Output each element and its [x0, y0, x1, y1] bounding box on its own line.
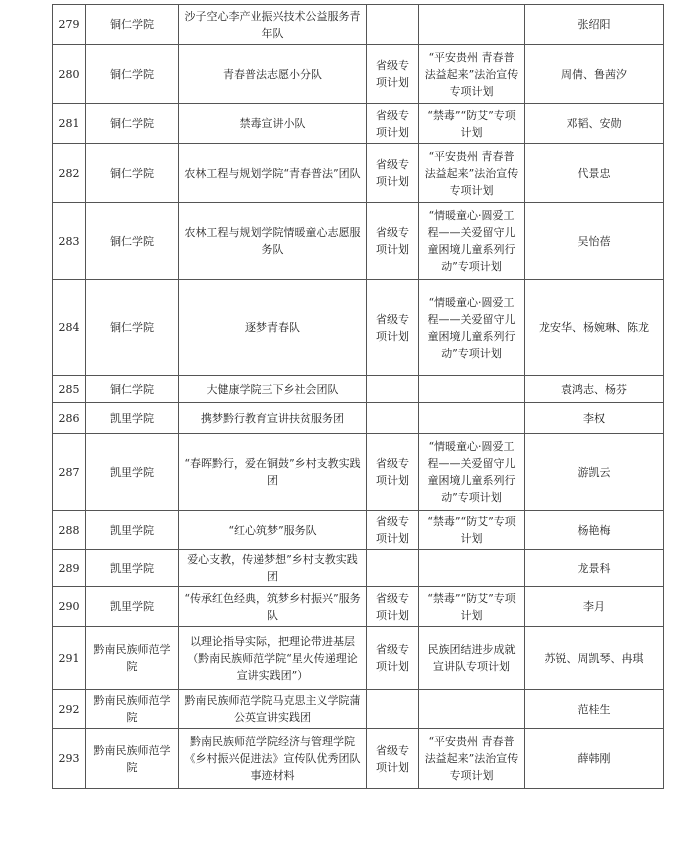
team-leader: 袁鸿志、杨芬 — [525, 376, 664, 403]
school-name: 黔南民族师范学院 — [86, 729, 179, 789]
team-name: 携梦黔行教育宣讲扶贫服务团 — [179, 403, 367, 434]
team-name: “红心筑梦”服务队 — [179, 511, 367, 550]
special-plan: “情暖童心·圆爱工程——关爱留守儿童困境儿童系列行动”专项计划 — [419, 203, 525, 280]
special-plan: “禁毒”“防艾”专项计划 — [419, 104, 525, 144]
team-leader: 李月 — [525, 587, 664, 627]
table-row — [53, 587, 664, 627]
school-name: 铜仁学院 — [86, 203, 179, 280]
project-level: 省级专项计划 — [367, 587, 419, 627]
project-level — [367, 690, 419, 729]
school-name: 黔南民族师范学院 — [86, 690, 179, 729]
team-name: “春晖黔行，爱在铜鼓”乡村支教实践团 — [179, 434, 367, 511]
team-leader: 杨艳梅 — [525, 511, 664, 550]
special-plan — [419, 690, 525, 729]
row-number: 282 — [53, 144, 86, 203]
table-row — [53, 280, 664, 376]
project-level: 省级专项计划 — [367, 45, 419, 104]
special-plan — [419, 376, 525, 403]
row-number: 292 — [53, 690, 86, 729]
school-name: 铜仁学院 — [86, 376, 179, 403]
table-row — [53, 203, 664, 280]
team-leader: 游凯云 — [525, 434, 664, 511]
team-name: 大健康学院三下乡社会团队 — [179, 376, 367, 403]
team-name: 逐梦青春队 — [179, 280, 367, 376]
row-number: 289 — [53, 550, 86, 587]
row-number: 284 — [53, 280, 86, 376]
team-leader: 苏锐、周凯琴、冉琪 — [525, 627, 664, 690]
school-name: 凯里学院 — [86, 403, 179, 434]
team-name: 农林工程与规划学院情暖童心志愿服务队 — [179, 203, 367, 280]
table-row — [53, 45, 664, 104]
table-row — [53, 104, 664, 144]
project-level — [367, 403, 419, 434]
team-name: 禁毒宣讲小队 — [179, 104, 367, 144]
school-name: 铜仁学院 — [86, 5, 179, 45]
special-plan — [419, 403, 525, 434]
team-leader: 龙安华、杨婉琳、陈龙 — [525, 280, 664, 376]
row-number: 293 — [53, 729, 86, 789]
team-name: 爱心支教，传递梦想”乡村支教实践团 — [179, 550, 367, 587]
row-number: 279 — [53, 5, 86, 45]
project-level: 省级专项计划 — [367, 729, 419, 789]
school-name: 黔南民族师范学院 — [86, 627, 179, 690]
school-name: 凯里学院 — [86, 550, 179, 587]
school-name: 凯里学院 — [86, 587, 179, 627]
special-plan: “禁毒”“防艾”专项计划 — [419, 587, 525, 627]
team-name: 以理论指导实际，把理论带进基层（黔南民族师范学院“星火传递理论宣讲实践团”） — [179, 627, 367, 690]
project-level: 省级专项计划 — [367, 144, 419, 203]
team-name: 黔南民族师范学院经济与管理学院《乡村振兴促进法》宣传队优秀团队事迹材料 — [179, 729, 367, 789]
table-row — [53, 5, 664, 45]
school-name: 铜仁学院 — [86, 45, 179, 104]
team-list-body — [53, 5, 664, 789]
project-level: 省级专项计划 — [367, 434, 419, 511]
table-row — [53, 403, 664, 434]
table-row — [53, 434, 664, 511]
row-number: 280 — [53, 45, 86, 104]
special-plan: “平安贵州 青春普法益起来”法治宣传专项计划 — [419, 729, 525, 789]
school-name: 铜仁学院 — [86, 104, 179, 144]
project-level: 省级专项计划 — [367, 203, 419, 280]
row-number: 291 — [53, 627, 86, 690]
table-row — [53, 550, 664, 587]
row-number: 286 — [53, 403, 86, 434]
special-plan: “禁毒”“防艾”专项计划 — [419, 511, 525, 550]
team-name: 沙子空心李产业振兴技术公益服务青年队 — [179, 5, 367, 45]
team-leader: 范桂生 — [525, 690, 664, 729]
row-number: 290 — [53, 587, 86, 627]
project-level — [367, 5, 419, 45]
special-plan: “情暖童心·圆爱工程——关爱留守儿童困境儿童系列行动”专项计划 — [419, 280, 525, 376]
school-name: 铜仁学院 — [86, 144, 179, 203]
table-row — [53, 376, 664, 403]
table-row — [53, 690, 664, 729]
special-plan — [419, 550, 525, 587]
school-name: 铜仁学院 — [86, 280, 179, 376]
row-number: 285 — [53, 376, 86, 403]
project-level: 省级专项计划 — [367, 280, 419, 376]
team-leader: 龙景科 — [525, 550, 664, 587]
team-leader: 邓韬、安勋 — [525, 104, 664, 144]
row-number: 283 — [53, 203, 86, 280]
team-name: 黔南民族师范学院马克思主义学院蒲公英宣讲实践团 — [179, 690, 367, 729]
team-list-table — [52, 4, 664, 789]
project-level: 省级专项计划 — [367, 627, 419, 690]
row-number: 281 — [53, 104, 86, 144]
team-name: 青春普法志愿小分队 — [179, 45, 367, 104]
special-plan: “平安贵州 青春普法益起来”法治宣传专项计划 — [419, 144, 525, 203]
team-leader: 代景忠 — [525, 144, 664, 203]
special-plan: “平安贵州 青春普法益起来”法治宣传专项计划 — [419, 45, 525, 104]
team-name: “传承红色经典，筑梦乡村振兴”服务队 — [179, 587, 367, 627]
project-level — [367, 376, 419, 403]
special-plan — [419, 5, 525, 45]
project-level: 省级专项计划 — [367, 104, 419, 144]
project-level: 省级专项计划 — [367, 511, 419, 550]
special-plan: “情暖童心·圆爱工程——关爱留守儿童困境儿童系列行动”专项计划 — [419, 434, 525, 511]
row-number: 287 — [53, 434, 86, 511]
team-leader: 吴怡蓓 — [525, 203, 664, 280]
school-name: 凯里学院 — [86, 511, 179, 550]
table-row — [53, 144, 664, 203]
team-leader: 周倩、鲁茜汐 — [525, 45, 664, 104]
special-plan: 民族团结进步成就宣讲队专项计划 — [419, 627, 525, 690]
team-name: 农林工程与规划学院“青春普法”团队 — [179, 144, 367, 203]
team-leader: 薛韩刚 — [525, 729, 664, 789]
table-row — [53, 511, 664, 550]
table-row — [53, 729, 664, 789]
table-row — [53, 627, 664, 690]
project-level — [367, 550, 419, 587]
team-leader: 李权 — [525, 403, 664, 434]
row-number: 288 — [53, 511, 86, 550]
team-leader: 张绍阳 — [525, 5, 664, 45]
school-name: 凯里学院 — [86, 434, 179, 511]
